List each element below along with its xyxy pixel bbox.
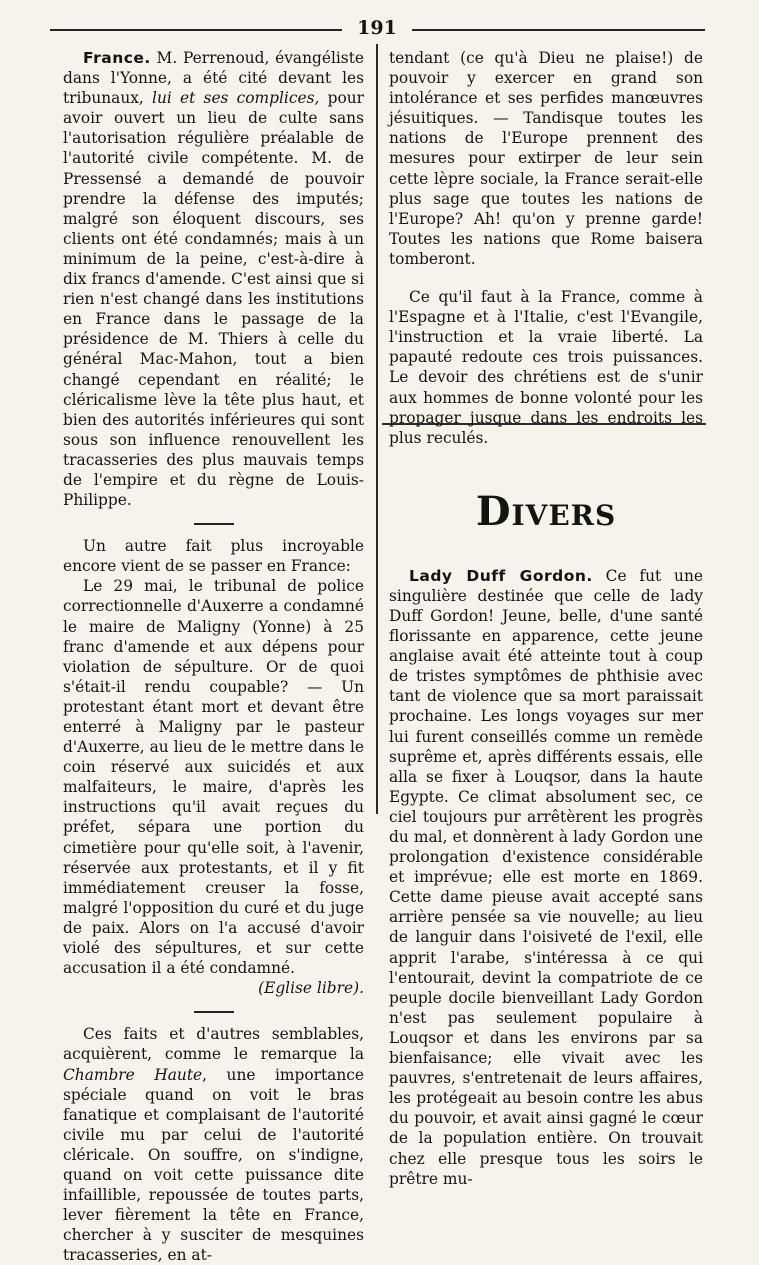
maligny-text: Le 29 mai, le tribunal de police correctionnelle d'Auxerre a condamné le maire de Maligny (Yonne) à 25 franc d'amende et aux dépens pour violation de sépulture. Or de quoi s'était-il rendu coupable? — Un protestant étant mort et devant être enterré à Maligny par le pasteur d'Auxerre, au lieu de le mettre dans le coin réservé aux suicidés et aux malfaiteurs, le maire, d'après les instructions qu'il avait reçues du préfet, sépara une portion du cimetière pour qu'elle soit, à l'avenir, réservée aux protestants, et il y fit immédiatement creuser la fosse, malgré l'opposition du curé et du juge de paix. Alors on l'a accusé d'avoir violé des sépultures, et sur cette accusation il a été condamné.: [63, 577, 364, 978]
page-number: 191: [357, 17, 397, 39]
lady-gordon-paragraph: [389, 566, 703, 1189]
maligny-paragraph: [63, 576, 364, 998]
france-paragraph: [63, 48, 364, 510]
france-lead: France.: [83, 49, 151, 67]
right-column: [389, 48, 703, 1189]
france-text-b: pour avoir ouvert un lieu de culte sans l'autorisation régulière préalable de l'autorité civile compétente. M. de Pressensé a demandé de pouvoir prendre la défense des imputés; malgré son éloquent discours, ses clients ont été condamnés; mais à un minimum de la peine, c'est-à-dire à dix francs d'amende. C'est ainsi que si rien n'est changé dans les institutions en France dans le passage de la présidence de M. Thiers à celle du général Mac-Mahon, tout a bien changé cependant en réalité; le cléricalisme lève la tête plus haut, et bien des autorités inférieures qui sont sous son influence renouvellent les tracasseries des plus mauvais temps de l'empire et du règne de Louis-Philippe.: [63, 89, 364, 510]
chambre-text-a: Ces faits et d'autres semblables, acquièrent, comme le remarque la: [63, 1025, 364, 1064]
continuation-paragraph: tendant (ce qu'à Dieu ne plaise!) de pouvoir y exercer en grand son intolérance et ses perfides manœuvres jésuitiques. — Tandisque toutes les nations de l'Europe prennent des mesures pour extirper de leur sein cette lèpre sociale, la France serait-elle plus sage que toutes les nations de l'Europe? Ah! qu'on y prenne garde! Toutes les nations que Rome baisera tomberont.: [389, 49, 703, 268]
france-text-a: M. Perrenoud, évangéliste dans l'Yonne, a été cité devant les tribunaux,: [63, 49, 364, 108]
incroyable-paragraph: Un autre fait plus incroyable encore vient de se passer en France:: [63, 537, 364, 576]
header-rule-left: [50, 29, 342, 31]
france-text-italic: lui et ses complices,: [152, 89, 320, 108]
lady-gordon-text: Ce fut une singulière destinée que celle de lady Duff Gordon! Jeune, belle, d'une santé florissante en apparence, cette jeune anglaise avait été atteinte tout à coup de tristes symptômes de phthisie avec tant de violence que sa mort paraissait prochaine. Les longs voyages sur mer lui furent conseillés comme un remède suprême et, après différents essais, elle alla se fixer à Louqsor, dans la haute Egypte. Ce climat absolument sec, ce ciel toujours pur arrêtèrent les progrès du mal, et donnèrent à lady Gordon une prolongation d'existence considérable et imprévue; elle est morte en 1869. Cette dame pieuse avait accepté sans arrière pensée sa vie nouvelle; au lieu de languir dans l'oisiveté de l'exil, elle apprit l'arabe, s'intéressa à ce qui l'entourait, devint la compatriote de ce peuple docile bienveillant Lady Gordon n'est pas seulement populaire à Louqsor et dans les environs par sa bienfaisance; elle vivait avec les pauvres, s'entretenait de leurs affaires, les protégeait au besoin contre les abus du pouvoir, et avait ainsi gagné le cœur de la population entière. On trouvait chez elle presque tous les soirs le prêtre mu-: [389, 566, 703, 1188]
chambre-text-b: , une importance spéciale quand on voit le bras fanatique et complaisant de l'autorité civile mu par celui de l'autorité cléricale. On souffre, on s'indigne, quand on voit cette puissance dite infaillible, repoussée de toutes parts, lever fièrement la tête en France, chercher à y susciter de mesquines tracasseries, en at-: [63, 1065, 364, 1265]
column-divider: [376, 44, 378, 814]
evangile-paragraph: Ce qu'il faut à la France, comme à l'Espagne et à l'Italie, c'est l'Evangile, l'instruction et la vraie liberté. La papauté redoute ces trois puissances. Le devoir des chrétiens est de s'unir aux hommes de bonne volonté pour les propager jusque dans les endroits les plus reculés.: [389, 288, 703, 447]
separator: [63, 518, 364, 528]
separator: [63, 1006, 364, 1016]
chambre-text-italic: Chambre Haute: [63, 1065, 203, 1084]
page-header: [50, 14, 705, 44]
source-citation: (Eglise libre).: [258, 979, 364, 998]
lady-gordon-lead: Lady Duff Gordon.: [409, 566, 593, 585]
header-rule-right: [412, 29, 705, 31]
section-title-divers: Divers: [475, 487, 617, 535]
chambre-paragraph: [63, 1024, 364, 1265]
left-column: [63, 48, 364, 1265]
